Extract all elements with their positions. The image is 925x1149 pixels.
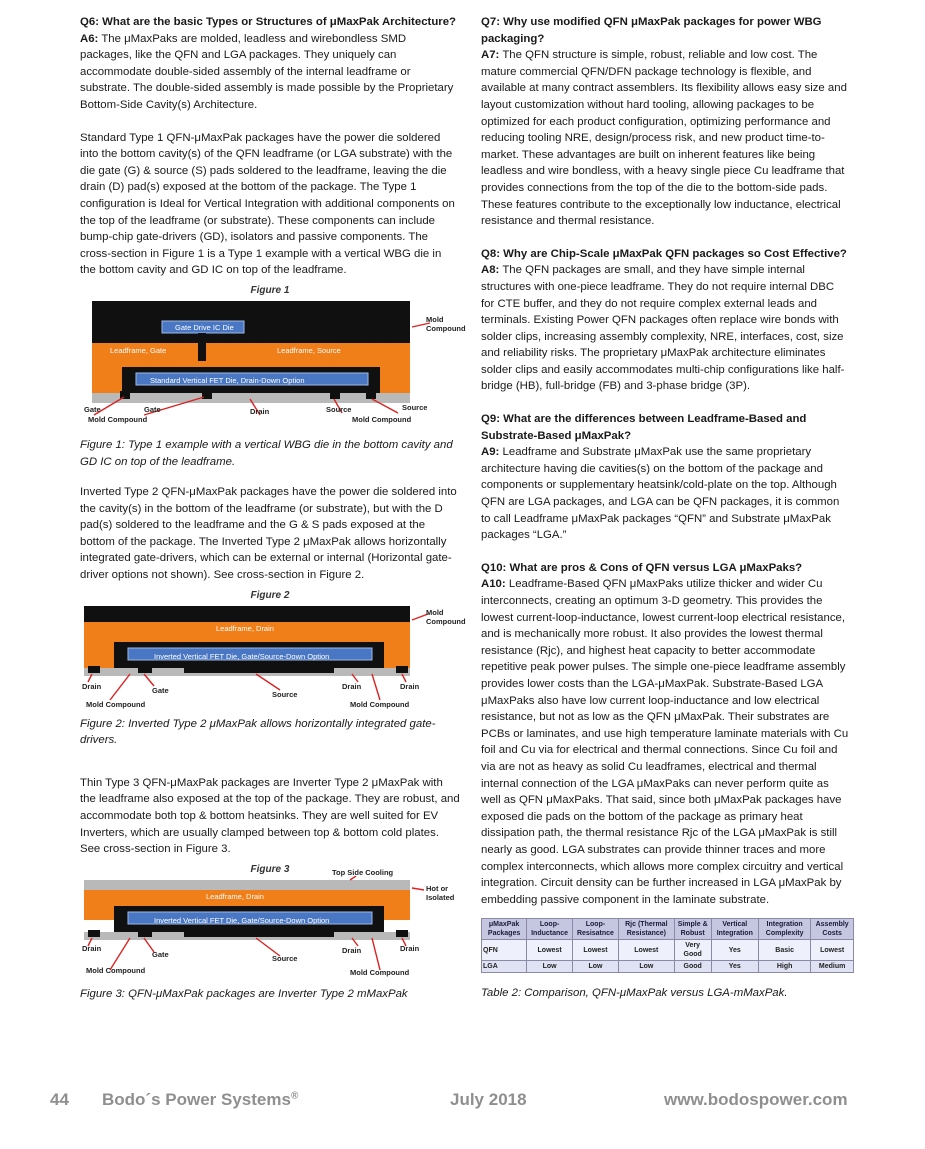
fig1-drain-label: Drain <box>250 406 270 416</box>
fig2-mold-compound-label: Mold Compound <box>426 607 466 626</box>
fig3-drain-label-3: Drain <box>400 943 420 953</box>
fig3-gate-label: Gate <box>152 949 169 959</box>
table-cell: High <box>758 961 810 973</box>
fig1-leadframe-source-label: Leadframe, Source <box>277 345 341 355</box>
fig3-drain-label-2: Drain <box>342 945 362 955</box>
left-column <box>80 14 466 1016</box>
q10-title: Q10: What are pros & Cons of QFN versus LGA μMaxPaks? <box>481 561 803 574</box>
fig1-gate-label-2: Gate <box>144 404 161 414</box>
fig2-drain-label-1: Drain <box>82 681 102 691</box>
table-header: Simple & Robust <box>674 919 711 940</box>
fig1-gate-label-1: Gate <box>84 404 101 414</box>
comparison-table <box>481 918 854 973</box>
figure-3-diagram <box>80 876 460 980</box>
table-header: Vertical Integration <box>711 919 758 940</box>
figure-1-caption: Figure 1: Type 1 example with a vertical WBG die in the bottom cavity and GD IC on top of the leadframe. <box>80 438 453 468</box>
table-row <box>482 961 854 973</box>
table-header: Loop-Resisatnce <box>573 919 619 940</box>
fig3-mold-compound-label-1: Mold Compound <box>86 965 146 975</box>
fig1-source-label-1: Source <box>326 404 352 414</box>
fig2-drain-label-3: Drain <box>400 681 420 691</box>
table-row <box>482 940 854 961</box>
fig2-die-label: Inverted Vertical FET Die, Gate/Source-Down Option <box>154 651 330 661</box>
registered-mark: ® <box>290 1090 299 1102</box>
right-column <box>481 14 849 1016</box>
figure-3-caption: Figure 3: QFN-μMaxPak packages are Inverter Type 2 mMaxPak <box>80 987 408 1000</box>
table-cell: QFN <box>482 940 527 961</box>
table-cell: Good <box>674 961 711 973</box>
q9-answer: A9: Leadframe and Substrate μMaxPak use the same proprietary architecture having die cavities(s) on the bottom of the package and components or supplementary heatsink/cold-plate on the top. Although QFN are LGA packages, and LGA can be QFN packages, it is common to call Leadframe μMaxPak packages “QFN” and Substrate μMaxPak packages “LGA.” <box>481 446 840 542</box>
type2-paragraph: Inverted Type 2 QFN-μMaxPak packages have the power die soldered into the cavity(s) in the bottom of the leadframe (or substrate), but with the D pad(s) soldered to the leadframe and the G & S pads exposed at the bottom of the package. The Inverted Type 2 μMaxPak allows horizontally integrated gate-drivers, which can be external or internal (Horizontal gate-driver options not shown). See cross-section in Figure 2. <box>80 486 457 582</box>
table-caption: Table 2: Comparison, QFN-μMaxPak versus LGA-mMaxPak. <box>481 987 788 1000</box>
table-cell: Very Good <box>674 940 711 961</box>
figure-2-title: Figure 2 <box>250 589 290 601</box>
fig2-leadframe-drain-label: Leadframe, Drain <box>216 623 274 633</box>
table-cell: Lowest <box>527 940 573 961</box>
fig3-hot-or-isolated-label: Hot or Isolated <box>426 883 455 902</box>
table-cell: Yes <box>711 961 758 973</box>
fig1-mold-compound-label-2: Mold Compound <box>88 414 148 424</box>
figure-1 <box>80 283 466 431</box>
q6-answer: A6: The μMaxPaks are molded, leadless and wirebondless SMD packages, like the QFN and LGA packages. They uniquely can accommodate double-sided assembly of the internal leadframe or substrate. The double-sided assembly is made possible by the Proprietary Bottom-Side Cavity(s) Architecture. <box>80 32 454 111</box>
table-cell: Lowest <box>811 940 854 961</box>
figure-2-caption: Figure 2: Inverted Type 2 μMaxPak allows horizontally integrated gate-drivers. <box>80 717 436 747</box>
issue-date: July 2018 <box>450 1090 527 1109</box>
table-cell: Medium <box>811 961 854 973</box>
figure-1-title: Figure 1 <box>250 284 290 296</box>
fig3-leadframe-drain-label: Leadframe, Drain <box>206 891 264 901</box>
q7-answer: A7: The QFN structure is simple, robust, reliable and low cost. The mature commercial QFN/DFN package technology is flexible, and available at many contract assemblers. Its flexibility allows easy size and layout customization without hard tooling, allowing packages to be optimized for each product configuration, optimizing performance and reducing tooling NRE, design/process risk, and new product time-to-market. These advantages are built on inherent features like being leadless and wire bondless, with a heavy single piece Cu leadframe that provides connections from the top of the die to the bottom-side pads. These features contribute to the exceptionally low inductance, electrical resistance and thermal resistance. <box>481 49 847 228</box>
fig1-mold-compound-label: Mold Compound <box>426 314 466 333</box>
q7-title: Q7: Why use modified QFN μMaxPak packages for power WBG packaging? <box>481 16 822 45</box>
website[interactable]: www.bodospower.com <box>664 1090 848 1109</box>
q8-answer: A8: The QFN packages are small, and they have simple internal structures with one-piece leadframe. They do not require internal DBC for CTE buffer, and they do not require complex external leads and terminals. Existing Power QFN packages often replace wire bonds with solder clips, increasing assembly complexity, NRE, interfaces, cost, size and reliability risks. The proprietary μMaxPak architecture eliminates solder clips and easily accommodates multi-chip configurations like half-bridge (HB), full-bridge (FB) and 3-phase bridge (3P). <box>481 264 845 393</box>
fig2-mold-compound-label-2: Mold Compound <box>86 699 146 709</box>
q8-title: Q8: Why are Chip-Scale μMaxPak QFN packages so Cost Effective? <box>481 247 847 260</box>
table-header-row <box>482 919 854 940</box>
fig2-mold-compound-label-3: Mold Compound <box>350 699 410 709</box>
table-cell: Low <box>618 961 674 973</box>
table-cell: LGA <box>482 961 527 973</box>
q10-answer: A10: Leadframe-Based QFN μMaxPaks utilize thicker and wider Cu interconnects, creating an optimum 3-D geometry. This provides the lowest current-loop-inductance, lowest current-loop electrical resistance, and is mechanically more robust. It also provides the lowest thermal resistance (Rjc), and highest heat capacity to better accommodate repetitive peak power pulses. The simple one-piece leadframe assembly provides lower costs than the LGA-μMaxPak. Substrate-Based LGA μMaxPaks also have low current loop-inductance and low electrical resistance, but not as low as the QFN μMaxPak. Their substrates are PCBs or laminates, and use high temperature laminate materials with Cu foil and Cu via for electrical and thermal connections. Since Cu foil and via are not as heavy as solid Cu leadframes, electrical and thermal internal connection of the LGA μMaxPaks can never perform quite as well as QFN μMaxPaks. That said, since both μMaxPak packages have exposed die pads on the bottom of the package as primary heat dissipation path, the thermal resistance Rjc of the LGA μMaxPak is still nearly as good. LGA substrates can provide thinner traces and more complex interconnects, which allows more complex circuitry and vertical integration. Circuit density can be further increased in LGA μMaxPak by embedding passive component in the laminate substrate. <box>481 578 849 906</box>
fig1-mold-compound-label-3: Mold Compound <box>352 414 412 424</box>
fig3-drain-label-1: Drain <box>82 943 102 953</box>
fig1-die-label: Standard Vertical FET Die, Drain-Down Option <box>150 375 305 385</box>
q6-title: Q6: What are the basic Types or Structures of μMaxPak Architecture? <box>80 16 457 28</box>
fig2-gate-label: Gate <box>152 685 169 695</box>
figure-3-title: Figure 3 <box>250 863 290 875</box>
type3-paragraph: Thin Type 3 QFN-μMaxPak packages are Inverter Type 2 μMaxPak with the leadframe also exposed at the top of the package. They are robust, and accommodate both top & bottom heatsinks. They are well suited for EV Inverters, which are usually clamped between top & bottom cold plates. See cross-section in Figure 3. <box>80 776 460 856</box>
figure-2 <box>80 588 466 710</box>
fig1-leadframe-gate-label: Leadframe, Gate <box>110 345 167 355</box>
fig2-source-label: Source <box>272 689 298 699</box>
table-cell: Basic <box>758 940 810 961</box>
fig3-die-label: Inverted Vertical FET Die, Gate/Source-Down Option <box>154 915 330 925</box>
fig2-drain-label-2: Drain <box>342 681 362 691</box>
table-header: Loop-Inductance <box>527 919 573 940</box>
table-cell: Yes <box>711 940 758 961</box>
table-header: μMaxPak Packages <box>482 919 527 940</box>
table-header: Integration Complexity <box>758 919 810 940</box>
publication-name: Bodo´s Power Systems® <box>102 1090 299 1109</box>
fig3-source-label: Source <box>272 953 298 963</box>
table-header: Assembly Costs <box>811 919 854 940</box>
table-cell: Low <box>573 961 619 973</box>
page-number: 44 <box>50 1090 69 1109</box>
fig3-top-side-cooling-label: Top Side Cooling <box>332 867 394 877</box>
fig1-source-label-2: Source <box>402 402 428 412</box>
table-cell: Lowest <box>573 940 619 961</box>
fig1-gate-driver-label: Gate Drive IC Die <box>175 322 234 332</box>
fig3-mold-compound-label-2: Mold Compound <box>350 967 410 977</box>
figure-3 <box>80 862 460 980</box>
q9-title: Q9: What are the differences between Leadframe-Based and Substrate-Based μMaxPak? <box>481 413 807 442</box>
type1-paragraph: Standard Type 1 QFN-μMaxPak packages have the power die soldered into the bottom cavity(s) of the QFN leadframe (or LGA substrate) with the die gate (G) & source (S) pads soldered to the leadframe, leaving the die drain (D) pad(s) exposed at the bottom of the package. The Type 1 configuration is Ideal for Vertical Integration with additional components on the top of the leadframe (or substrate). These components can include bump-chip gate-drivers (GD), isolators and passive components. The cross-section in Figure 1 is a Type 1 example with a vertical WBG die in the bottom cavity and GD IC on top of the leadframe. <box>80 131 455 277</box>
table-cell: Lowest <box>618 940 674 961</box>
table-header: Rjc (Thermal Resistance) <box>618 919 674 940</box>
table-cell: Low <box>527 961 573 973</box>
